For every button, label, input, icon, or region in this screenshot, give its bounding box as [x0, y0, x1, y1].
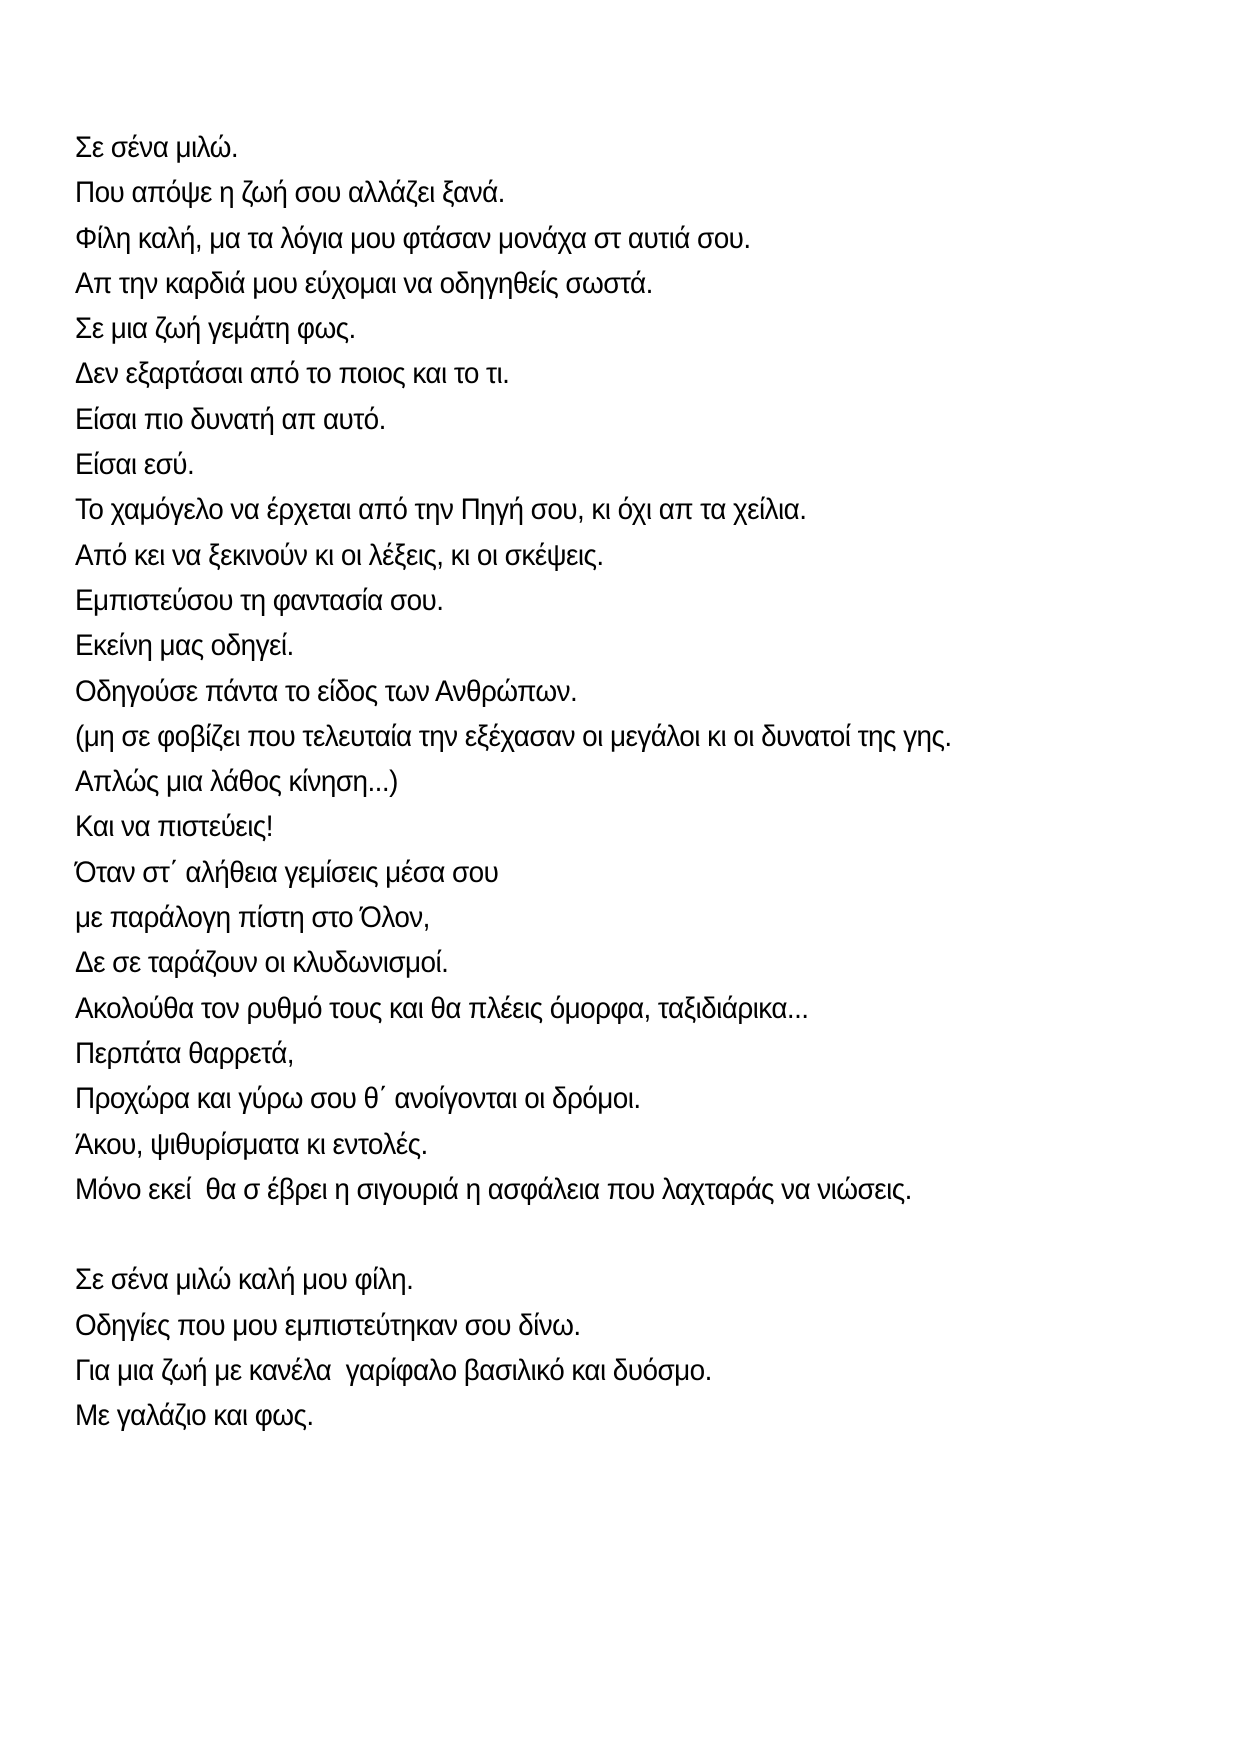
poem-line: Φίλη καλή, μα τα λόγια μου φτάσαν μονάχα στ αυτιά σου.: [75, 221, 751, 255]
poem-line: Απλώς μια λάθος κίνηση...): [75, 765, 398, 799]
poem-line: Με γαλάζιο και φως.: [75, 1399, 314, 1433]
poem-line: Είσαι πιο δυνατή απ αυτό.: [75, 402, 386, 436]
poem-line: Που απόψε η ζωή σου αλλάζει ξανά.: [75, 176, 505, 210]
poem-line: Δεν εξαρτάσαι από το ποιος και το τι.: [75, 357, 510, 391]
poem-line: Δε σε ταράζουν οι κλυδωνισμοί.: [75, 946, 449, 980]
stanza-1: [75, 125, 1117, 1212]
poem-line: (μη σε φοβίζει που τελευταία την εξέχασαν οι μεγάλοι κι οι δυνατοί της γης.: [75, 719, 952, 753]
poem-line: με παράλογη πίστη στο Όλον,: [75, 901, 430, 935]
poem-line: Για μια ζωή με κανέλα γαρίφαλο βασιλικό και δυόσμο.: [75, 1354, 712, 1388]
stanza-gap: [75, 1212, 1117, 1257]
poem-line: Προχώρα και γύρω σου θ΄ ανοίγονται οι δρόμοι.: [75, 1082, 641, 1116]
poem-line: Οδηγούσε πάντα το είδος των Ανθρώπων.: [75, 674, 578, 708]
poem-line: Είσαι εσύ.: [75, 448, 195, 482]
poem-line: Σε μια ζωή γεμάτη φως.: [75, 312, 356, 346]
poem-line: Ακολούθα τον ρυθμό τους και θα πλέεις όμορφα, ταξιδιάρικα...: [75, 991, 809, 1025]
poem-line: Από κει να ξεκινούν κι οι λέξεις, κι οι σκέψεις.: [75, 538, 604, 572]
poem-line: Απ την καρδιά μου εύχομαι να οδηγηθείς σωστά.: [75, 266, 653, 300]
poem-line: Όταν στ΄ αλήθεια γεμίσεις μέσα σου: [75, 855, 499, 889]
poem-line: Οδηγίες που μου εμπιστεύτηκαν σου δίνω.: [75, 1308, 581, 1342]
poem-line: Σε σένα μιλώ καλή μου φίλη.: [75, 1263, 414, 1297]
poem-text: [75, 125, 1117, 1439]
stanza-2: [75, 1257, 1117, 1438]
poem-line: Μόνο εκεί θα σ έβρει η σιγουριά η ασφάλεια που λαχταράς να νιώσεις.: [75, 1172, 912, 1206]
poem-line: Σε σένα μιλώ.: [75, 131, 239, 164]
poem-line: Άκου, ψιθυρίσματα κι εντολές.: [75, 1127, 428, 1161]
poem-line: Και να πιστεύεις!: [75, 810, 273, 844]
poem-line: Εκείνη μας οδηγεί.: [75, 629, 294, 663]
poem-line: Το χαμόγελο να έρχεται από την Πηγή σου, κι όχι απ τα χείλια.: [75, 493, 807, 527]
poem-line: Εμπιστεύσου τη φαντασία σου.: [75, 583, 444, 617]
poem-line: Περπάτα θαρρετά,: [75, 1036, 294, 1070]
